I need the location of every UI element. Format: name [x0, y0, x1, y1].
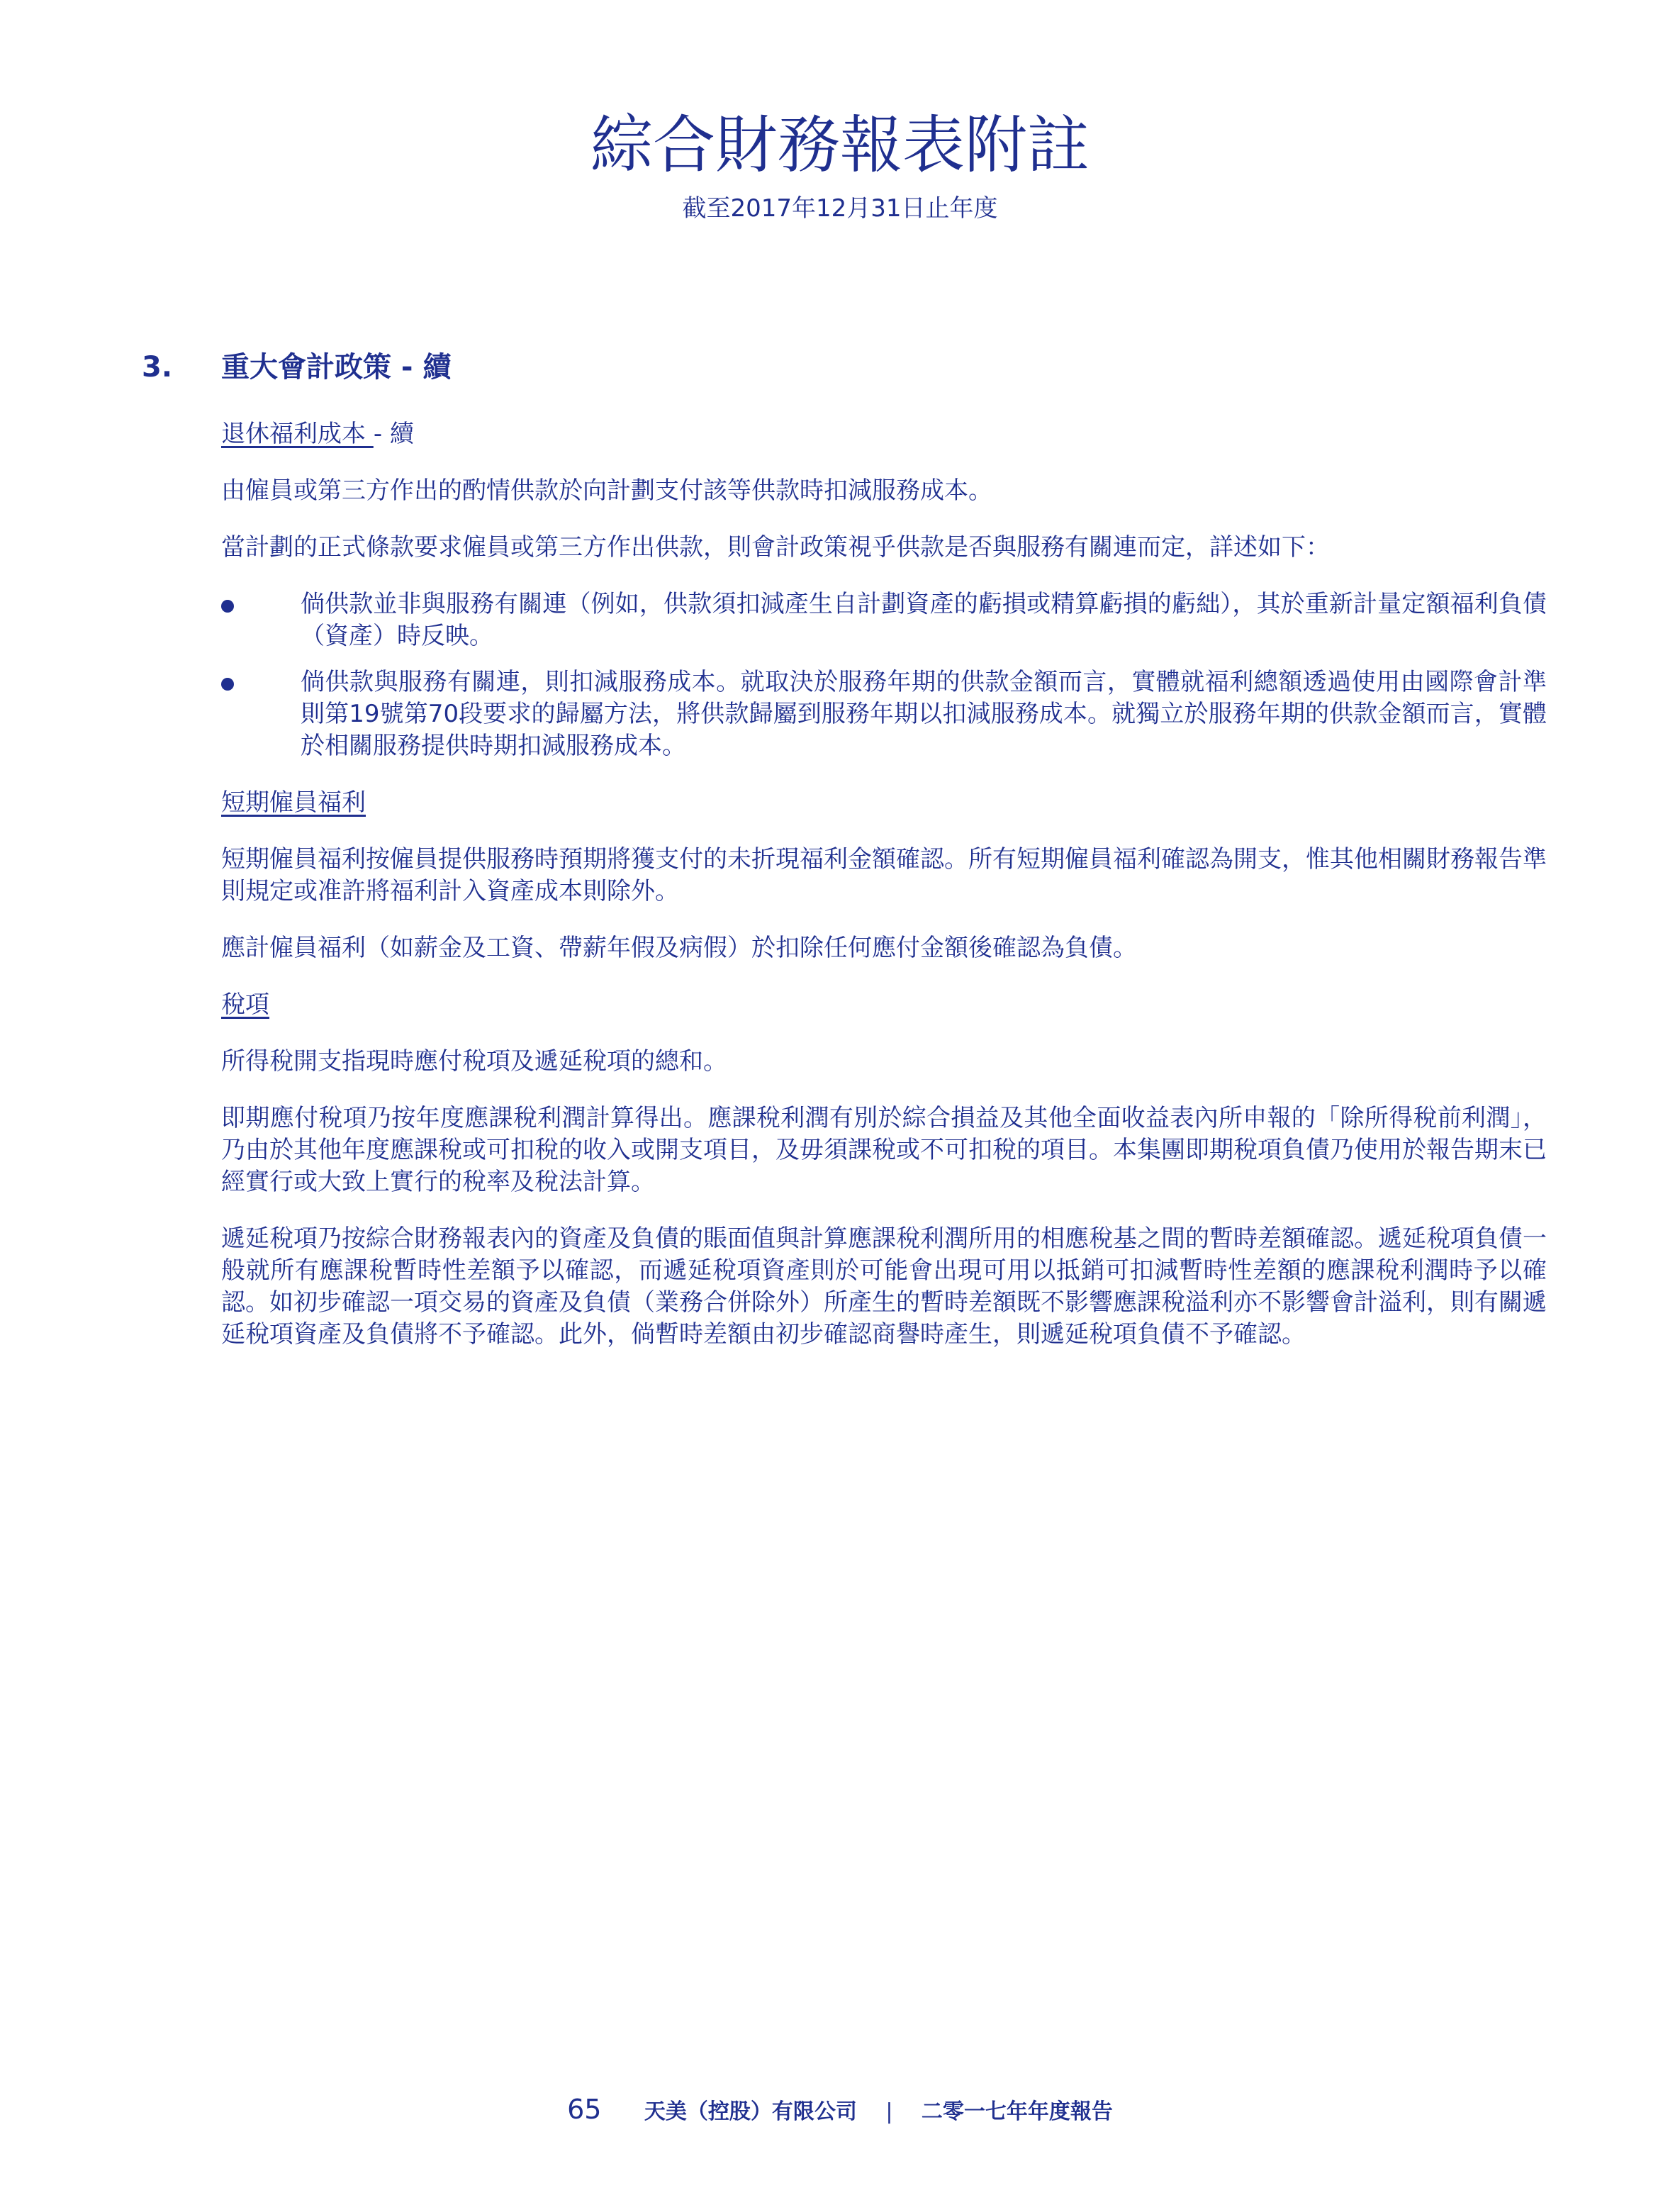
retirement-paragraph-1: 由僱員或第三方作出的酌情供款於向計劃支付該等供款時扣減服務成本。 — [221, 476, 992, 505]
footer-report: 二零一七年年度報告 — [921, 2099, 1113, 2124]
section-number: 3. — [142, 351, 173, 384]
footer-company: 天美（控股）有限公司 — [644, 2099, 857, 2124]
page-footer — [0, 2092, 1680, 2127]
page-subtitle: 截至2017年12月31日止年度 — [682, 194, 998, 223]
bullet-icon — [221, 678, 234, 691]
short-term-heading-text: 短期僱員福利 — [221, 788, 366, 817]
short-term-heading — [221, 787, 1547, 819]
list-item — [221, 666, 1547, 762]
page-number: 65 — [567, 2094, 602, 2125]
short-term-paragraph-1: 短期僱員福利按僱員提供服務時預期將獲支付的未折現福利金額確認。所有短期僱員福利確認為開支，惟其他相關財務報告準則規定或准許將福利計入資產成本則除外。 — [221, 845, 1547, 905]
main-content — [221, 418, 1547, 1375]
footer-separator: | — [885, 2099, 893, 2124]
bullet-icon — [221, 600, 234, 613]
page-title: 綜合財務報表附註 — [590, 108, 1090, 182]
retirement-heading — [221, 418, 1547, 450]
list-item — [221, 588, 1547, 652]
tax-heading — [221, 989, 1547, 1021]
retirement-heading-text: 退休福利成本 — [221, 420, 374, 448]
bullet-text: 倘供款並非與服務有關連（例如，供款須扣減產生自計劃資產的虧損或精算虧損的虧絀），其於重新計量定額福利負債（資產）時反映。 — [301, 590, 1547, 650]
retirement-heading-suffix: - 續 — [373, 420, 414, 448]
retirement-paragraph-2: 當計劃的正式條款要求僱員或第三方作出供款，則會計政策視乎供款是否與服務有關連而定，詳述如下： — [221, 533, 1330, 562]
retirement-bullet-list — [221, 588, 1547, 762]
section-heading — [0, 347, 1680, 387]
bullet-text: 倘供款與服務有關連，則扣減服務成本。就取決於服務年期的供款金額而言，實體就福利總額透過使用由國際會計準則第19號第70段要求的歸屬方法，將供款歸屬到服務年期以扣減服務成本。就獨立於服務年期的供款金額而言，實體於相關服務提供時期扣減服務成本。 — [301, 668, 1547, 760]
tax-paragraph-1: 所得稅開支指現時應付稅項及遞延稅項的總和。 — [221, 1047, 727, 1076]
tax-heading-text: 稅項 — [221, 990, 269, 1019]
short-term-paragraph-2: 應計僱員福利（如薪金及工資、帶薪年假及病假）於扣除任何應付金額後確認為負債。 — [221, 934, 1137, 962]
tax-paragraph-2: 即期應付稅項乃按年度應課稅利潤計算得出。應課稅利潤有別於綜合損益及其他全面收益表內所申報的「除所得稅前利潤」，乃由於其他年度應課稅或可扣稅的收入或開支項目，及毋須課稅或不可扣稅的項目。本集團即期稅項負債乃使用於報告期末已經實行或大致上實行的稅率及稅法計算。 — [221, 1104, 1547, 1196]
section-title: 重大會計政策 - 續 — [221, 351, 452, 384]
tax-paragraph-3: 遞延稅項乃按綜合財務報表內的資產及負債的賬面值與計算應課稅利潤所用的相應稅基之間的暫時差額確認。遞延稅項負債一般就所有應課稅暫時性差額予以確認，而遞延稅項資產則於可能會出現可用以抵銷可扣減暫時性差額的應課稅利潤時予以確認。如初步確認一項交易的資產及負債（業務合併除外）所產生的暫時差額既不影響應課稅溢利亦不影響會計溢利，則有關遞延稅項資產及負債將不予確認。此外，倘暫時差額由初步確認商譽時產生，則遞延稅項負債不予確認。 — [221, 1224, 1547, 1349]
